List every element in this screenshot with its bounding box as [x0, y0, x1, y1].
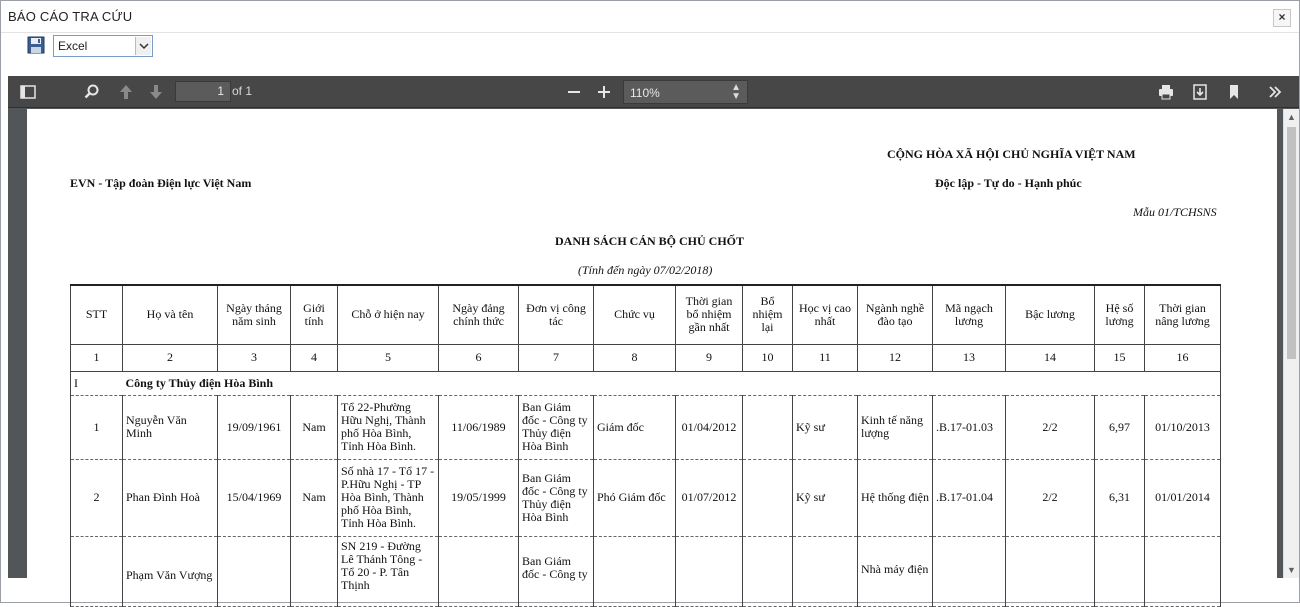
export-format-select[interactable] — [53, 35, 153, 57]
updown-icon: ▲ ▼ — [731, 82, 741, 102]
group-name: Công ty Thủy điện Hòa Bình — [123, 371, 1221, 395]
scroll-down-icon[interactable]: ▼ — [1287, 565, 1296, 575]
search-icon[interactable] — [83, 83, 101, 101]
doc-org-name: EVN - Tập đoàn Điện lực Việt Nam — [70, 176, 252, 190]
doc-subtitle: (Tính đến ngày 07/02/2018) — [578, 263, 713, 277]
dialog-titlebar — [1, 1, 1299, 33]
pdf-toolbar — [8, 76, 1299, 108]
pdf-page — [27, 109, 1277, 592]
doc-title: DANH SÁCH CÁN BỘ CHỦ CHỐT — [555, 234, 745, 248]
cell-appoint-date — [676, 536, 743, 606]
col-number: 10 — [743, 344, 793, 371]
cell-name: Phạm Văn Vượng — [123, 536, 218, 606]
cell-stt: 2 — [71, 459, 123, 536]
cell-position — [594, 536, 676, 606]
sidebar-toggle-icon[interactable] — [19, 83, 37, 101]
zoom-out-icon[interactable] — [565, 83, 583, 101]
cell-dob — [218, 536, 291, 606]
cell-gender: Nam — [291, 459, 338, 536]
col-number: 14 — [1006, 344, 1095, 371]
col-header-name: Họ và tên — [123, 285, 218, 344]
report-table — [70, 284, 1221, 607]
cell-pay-code — [933, 536, 1006, 606]
col-number: 8 — [594, 344, 676, 371]
col-number: 16 — [1145, 344, 1221, 371]
export-format-value: Excel — [58, 39, 88, 53]
cell-appoint-date: 01/07/2012 — [676, 459, 743, 536]
double-chevron-right-icon[interactable] — [1266, 83, 1284, 101]
col-header-dob: Ngày tháng năm sinh — [218, 285, 291, 344]
cell-pay-code: .B.17-01.04 — [933, 459, 1006, 536]
cell-party-date: 11/06/1989 — [439, 395, 519, 459]
col-header-address: Chỗ ở hiện nay — [338, 285, 439, 344]
table-row — [71, 395, 1221, 459]
col-header-party-date: Ngày đảng chính thức — [439, 285, 519, 344]
chevron-down-icon[interactable] — [135, 37, 151, 55]
doc-motto: Độc lập - Tự do - Hạnh phúc — [935, 176, 1082, 190]
cell-major: Kinh tế năng lượng — [858, 395, 933, 459]
cell-pay-code: .B.17-01.03 — [933, 395, 1006, 459]
bookmark-icon[interactable] — [1225, 83, 1243, 101]
col-number: 7 — [519, 344, 594, 371]
cell-major: Hệ thống điện — [858, 459, 933, 536]
table-row — [71, 459, 1221, 536]
table-row — [71, 536, 1221, 606]
scroll-up-icon[interactable]: ▲ — [1287, 112, 1296, 122]
col-number: 9 — [676, 344, 743, 371]
col-header-major: Ngành nghề đào tạo — [858, 285, 933, 344]
group-row — [71, 371, 1221, 395]
zoom-value: 110% — [630, 86, 660, 100]
download-icon[interactable] — [1191, 83, 1209, 101]
cell-raise-date: 01/10/2013 — [1145, 395, 1221, 459]
arrow-up-icon[interactable] — [117, 83, 135, 101]
col-header-reappoint: Bổ nhiệm lại — [743, 285, 793, 344]
cell-reappoint — [743, 459, 793, 536]
cell-pay-coef: 6,31 — [1095, 459, 1145, 536]
close-button[interactable]: × — [1273, 9, 1291, 27]
scrollbar-thumb[interactable] — [1287, 127, 1296, 359]
zoom-in-icon[interactable] — [595, 83, 613, 101]
cell-dob: 19/09/1961 — [218, 395, 291, 459]
col-header-unit: Đơn vị công tác — [519, 285, 594, 344]
col-number: 13 — [933, 344, 1006, 371]
cell-party-date — [439, 536, 519, 606]
cell-gender: Nam — [291, 395, 338, 459]
cell-pay-coef — [1095, 536, 1145, 606]
col-header-stt: STT — [71, 285, 123, 344]
cell-raise-date — [1145, 536, 1221, 606]
group-code: I — [71, 371, 123, 395]
cell-reappoint — [743, 536, 793, 606]
cell-dob: 15/04/1969 — [218, 459, 291, 536]
cell-party-date: 19/05/1999 — [439, 459, 519, 536]
col-number: 11 — [793, 344, 858, 371]
dialog-title: BÁO CÁO TRA CỨU — [8, 9, 133, 24]
col-number: 3 — [218, 344, 291, 371]
col-header-pay-code: Mã ngạch lương — [933, 285, 1006, 344]
cell-major: Nhà máy điện — [858, 536, 933, 606]
cell-address: SN 219 - Đường Lê Thánh Tông - Tổ 20 - P. Tân Thịnh — [338, 536, 439, 606]
cell-raise-date: 01/01/2014 — [1145, 459, 1221, 536]
page-count: of 1 — [232, 84, 253, 98]
cell-stt: 1 — [71, 395, 123, 459]
cell-name: Nguyễn Văn Minh — [123, 395, 218, 459]
cell-appoint-date: 01/04/2012 — [676, 395, 743, 459]
cell-position: Phó Giám đốc — [594, 459, 676, 536]
cell-reappoint — [743, 395, 793, 459]
page-number-input[interactable]: 1 — [175, 81, 231, 102]
column-number-row — [71, 344, 1221, 371]
cell-unit: Ban Giám đốc - Công ty Thủy điện Hòa Bình — [519, 459, 594, 536]
col-number: 4 — [291, 344, 338, 371]
col-number: 1 — [71, 344, 123, 371]
col-number: 2 — [123, 344, 218, 371]
save-icon[interactable] — [27, 36, 45, 54]
col-number: 15 — [1095, 344, 1145, 371]
cell-gender — [291, 536, 338, 606]
print-icon[interactable] — [1157, 83, 1175, 101]
cell-unit: Ban Giám đốc - Công ty — [519, 536, 594, 606]
doc-country-header: CỘNG HÒA XÃ HỘI CHỦ NGHĨA VIỆT NAM — [887, 147, 1136, 161]
cell-address: Số nhà 17 - Tổ 17 - P.Hữu Nghị - TP Hòa Bình, Thành phố Hòa Bình, Tỉnh Hòa Bình. — [338, 459, 439, 536]
col-header-pay-step: Bậc lương — [1006, 285, 1095, 344]
col-header-pay-coef: Hệ số lương — [1095, 285, 1145, 344]
col-number: 12 — [858, 344, 933, 371]
pdf-viewer — [8, 76, 1299, 592]
cell-degree: Kỹ sư — [793, 459, 858, 536]
col-header-position: Chức vụ — [594, 285, 676, 344]
cell-unit: Ban Giám đốc - Công ty Thủy điện Hòa Bình — [519, 395, 594, 459]
export-toolbar — [1, 34, 1299, 74]
col-header-raise-date: Thời gian nâng lương — [1145, 285, 1221, 344]
col-header-appoint-date: Thời gian bổ nhiệm gần nhất — [676, 285, 743, 344]
col-number: 5 — [338, 344, 439, 371]
cell-pay-step: 2/2 — [1006, 395, 1095, 459]
col-header-gender: Giới tính — [291, 285, 338, 344]
cell-degree — [793, 536, 858, 606]
vertical-scrollbar[interactable] — [1283, 109, 1299, 578]
cell-pay-coef: 6,97 — [1095, 395, 1145, 459]
doc-form-code: Mẫu 01/TCHSNS — [1133, 205, 1217, 219]
cell-degree: Kỹ sư — [793, 395, 858, 459]
cell-name: Phan Đình Hoà — [123, 459, 218, 536]
zoom-select[interactable] — [623, 80, 748, 104]
cell-pay-step: 2/2 — [1006, 459, 1095, 536]
cell-position: Giám đốc — [594, 395, 676, 459]
arrow-down-icon[interactable] — [147, 83, 165, 101]
cell-pay-step — [1006, 536, 1095, 606]
cell-stt — [71, 536, 123, 606]
col-header-degree: Học vị cao nhất — [793, 285, 858, 344]
col-number: 6 — [439, 344, 519, 371]
cell-address: Tổ 22-Phường Hữu Nghị, Thành phố Hòa Bình, Tỉnh Hòa Bình. — [338, 395, 439, 459]
